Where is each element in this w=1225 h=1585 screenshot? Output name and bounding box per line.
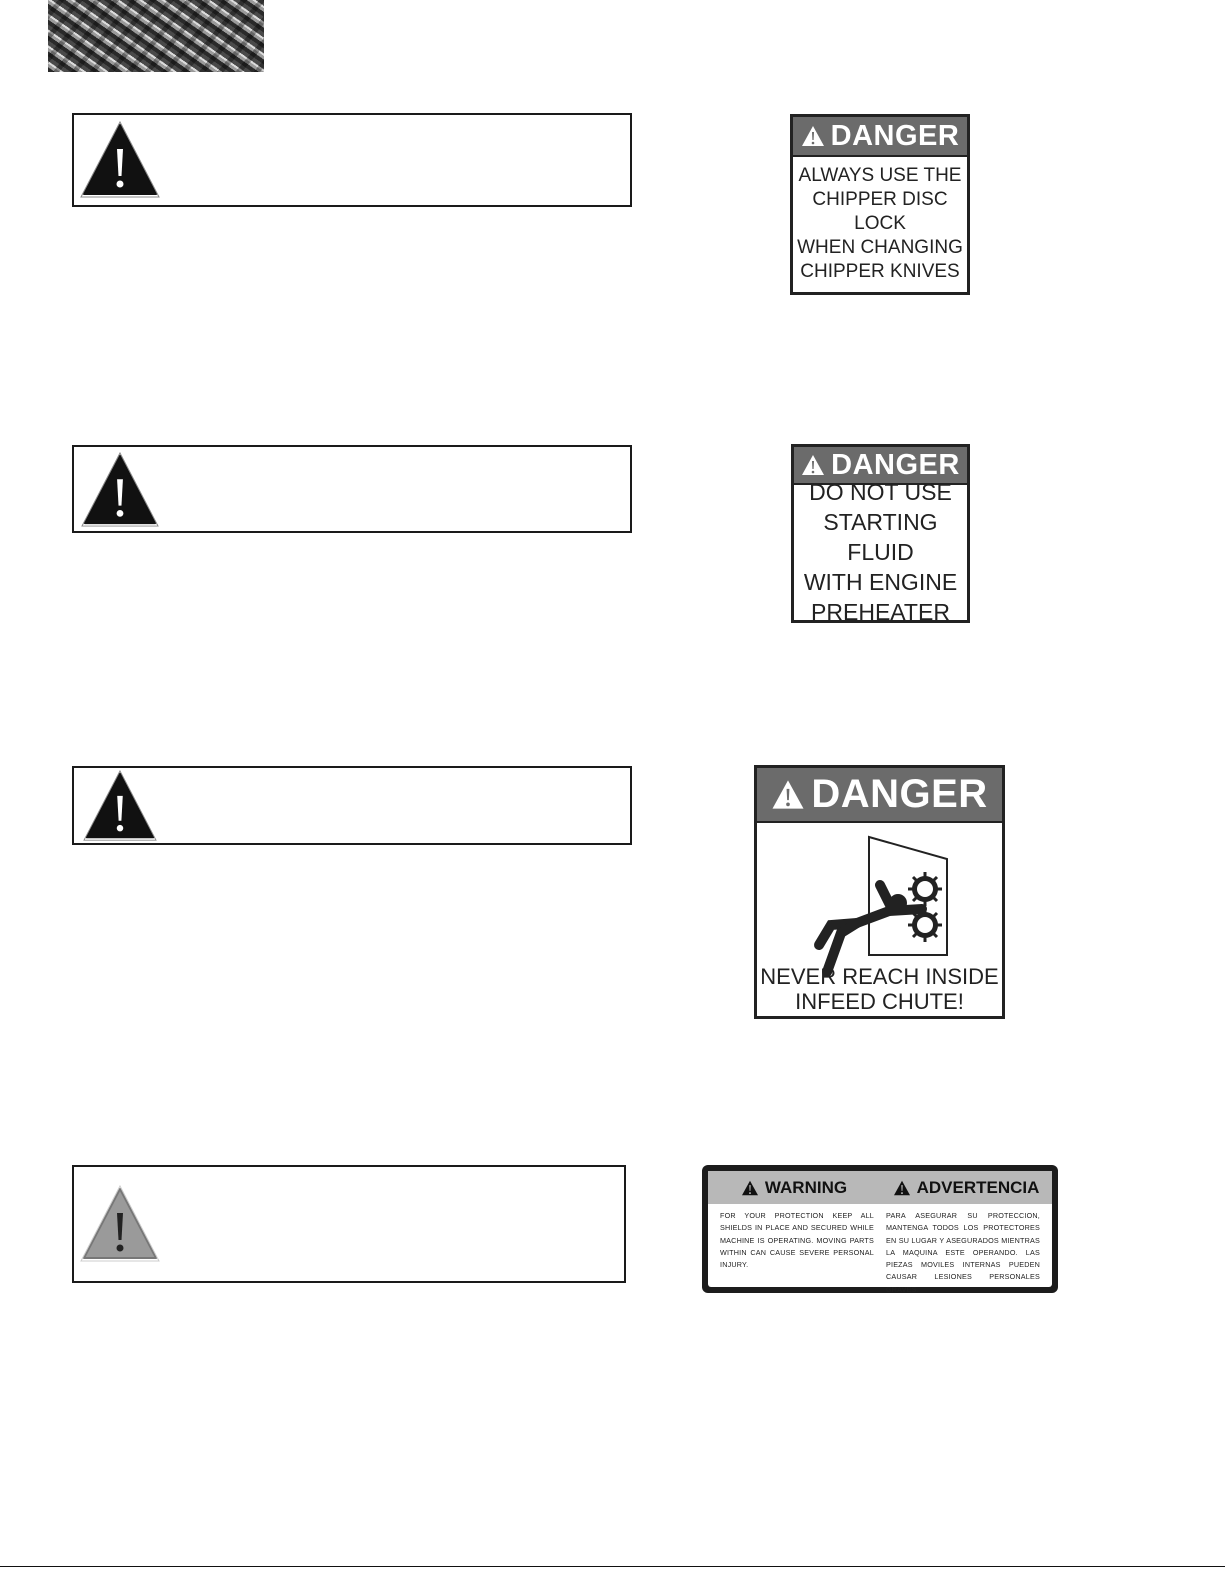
decal-line: NEVER REACH INSIDE bbox=[760, 964, 999, 989]
wood-chips-texture bbox=[48, 0, 264, 72]
decal-header bbox=[793, 117, 967, 157]
danger-decal-disc-lock bbox=[790, 114, 970, 295]
decal-line: PREHEATER bbox=[811, 599, 950, 625]
decal-line: WHEN CHANGING bbox=[797, 237, 963, 258]
decal-header-text: DANGER bbox=[811, 772, 988, 816]
warning-triangle-icon bbox=[80, 121, 160, 199]
danger-alert-box-1 bbox=[72, 113, 632, 207]
decal-body bbox=[757, 964, 1002, 1014]
warning-decal-shields bbox=[702, 1165, 1058, 1293]
decal-body bbox=[794, 479, 967, 625]
warning-text-es: PARA ASEGURAR SU PROTECCION, MANTENGA TODOS LOS PROTECTORES EN SU LUGAR Y ASEGURADOS MIENTRAS LA MAQUINA ESTE OPERANDO. LAS PIEZAS MOVILES INTERNAS PUEDEN CAUSAR LESIONES PERSONALES GRAVES. bbox=[886, 1211, 1040, 1294]
decal-body bbox=[793, 157, 967, 291]
warning-alert-box-4 bbox=[72, 1165, 626, 1283]
decal-header-text: DANGER bbox=[831, 448, 960, 481]
decal-line: DO NOT USE bbox=[809, 479, 952, 505]
warning-header-es bbox=[880, 1178, 1052, 1198]
warning-triangle-icon bbox=[801, 125, 825, 147]
warning-header-text: ADVERTENCIA bbox=[916, 1177, 1040, 1197]
warning-triangle-icon bbox=[741, 1180, 759, 1196]
decal-line: CHIPPER DISC LOCK bbox=[812, 189, 948, 234]
warning-triangle-icon bbox=[771, 779, 805, 810]
warning-triangle-icon bbox=[80, 452, 160, 528]
person-pulled-into-feed-rollers-icon bbox=[757, 827, 1002, 962]
warning-header-en bbox=[708, 1178, 880, 1198]
decal-line: STARTING FLUID bbox=[823, 509, 938, 565]
danger-alert-box-2 bbox=[72, 445, 632, 533]
warning-triangle-icon bbox=[893, 1180, 911, 1196]
decal-header bbox=[757, 768, 1002, 823]
page-bottom-rule bbox=[0, 1566, 1225, 1567]
decal-line: ALWAYS USE THE bbox=[798, 165, 962, 186]
decal-line: WITH ENGINE bbox=[803, 569, 958, 595]
warning-decal-header bbox=[708, 1171, 1052, 1204]
warning-triangle-icon bbox=[801, 454, 825, 476]
warning-triangle-icon bbox=[80, 770, 160, 842]
decal-line: CHIPPER KNIVES bbox=[800, 261, 960, 282]
warning-triangle-icon bbox=[80, 1185, 160, 1263]
warning-text-en: FOR YOUR PROTECTION KEEP ALL SHIELDS IN PLACE AND SECURED WHILE MACHINE IS OPERATING. MOVING PARTS WITHIN CAN CAUSE SEVERE PERSONAL INJURY. bbox=[720, 1211, 874, 1270]
warning-header-text: WARNING bbox=[764, 1177, 848, 1197]
danger-decal-infeed-chute bbox=[754, 765, 1005, 1019]
decal-header-text: DANGER bbox=[830, 119, 960, 152]
danger-decal-starting-fluid bbox=[791, 444, 970, 623]
danger-alert-box-3 bbox=[72, 766, 632, 845]
decal-line: INFEED CHUTE! bbox=[795, 989, 964, 1014]
